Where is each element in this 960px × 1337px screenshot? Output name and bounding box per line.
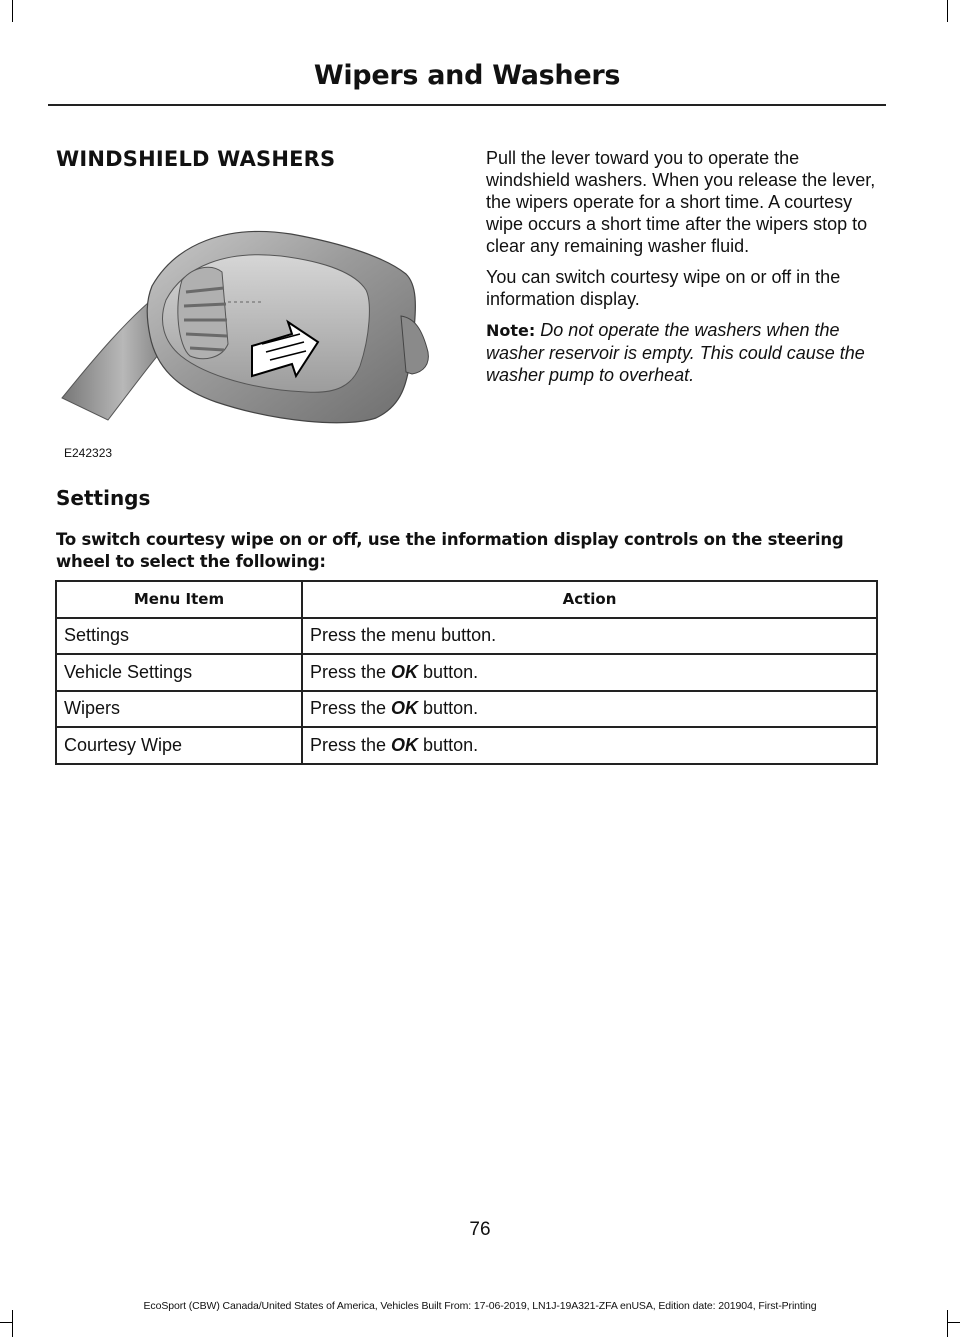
- lever-illustration: [56, 206, 436, 464]
- ok-button-label: OK: [391, 734, 419, 755]
- menu-item-cell: Vehicle Settings: [56, 654, 302, 691]
- paragraph-operate: Pull the lever toward you to operate the windshield washers. When you release the lever, the wipers operate for a short time. A courtesy wipe occurs a short time after the wipers stop to clear any remaining washer fluid.: [486, 148, 876, 256]
- table-row: [56, 618, 877, 655]
- wiper-lever-drawing: [56, 206, 436, 464]
- menu-item-cell: Settings: [56, 618, 302, 655]
- paragraph-courtesy: You can switch courtesy wipe on or off in the information display.: [486, 267, 841, 309]
- note-label: Note:: [486, 321, 536, 340]
- settings-heading: Settings: [56, 486, 151, 510]
- action-text: button.: [418, 698, 479, 719]
- column-header-menu-item: Menu Item: [56, 581, 302, 618]
- footer-edition-info: EcoSport (CBW) Canada/United States of America, Vehicles Built From: 17-06-2019, LN1J-19A321-ZFA enUSA, Edition date: 201904, First-Printing: [143, 1300, 817, 1312]
- column-header-action: Action: [302, 581, 877, 618]
- ok-button-label: OK: [391, 661, 419, 682]
- action-cell: Press the menu button.: [302, 618, 877, 655]
- note-text: Do not operate the washers when the washer reservoir is empty. This could cause the washer pump to overheat.: [486, 320, 865, 385]
- action-text: button.: [418, 661, 479, 682]
- action-text: Press the: [310, 734, 392, 755]
- figure-code: E242323: [64, 446, 113, 460]
- section-title: WINDSHIELD WASHERS: [56, 147, 336, 171]
- settings-intro: To switch courtesy wipe on or off, use the information display controls on the steering wheel to select the following:: [56, 530, 844, 571]
- action-text: Press the: [310, 661, 392, 682]
- table-header-row: [56, 581, 877, 618]
- crop-mark: [0, 1322, 12, 1323]
- instructions-column: [486, 147, 882, 395]
- header-rule: [48, 104, 886, 106]
- action-cell: [302, 727, 877, 764]
- action-cell: [302, 654, 877, 691]
- menu-table: [55, 580, 878, 765]
- table-row: [56, 691, 877, 728]
- page-number: 76: [469, 1219, 491, 1240]
- crop-mark: [12, 1310, 13, 1337]
- crop-mark: [947, 0, 948, 22]
- ok-button-label: OK: [391, 698, 419, 719]
- running-header: Wipers and Washers: [313, 60, 621, 91]
- crop-mark: [947, 1310, 948, 1337]
- action-text: button.: [418, 734, 479, 755]
- table-row: [56, 727, 877, 764]
- table-row: [56, 654, 877, 691]
- crop-mark: [12, 0, 13, 22]
- menu-item-cell: Courtesy Wipe: [56, 727, 302, 764]
- action-text: Press the: [310, 698, 392, 719]
- crop-mark: [948, 1322, 960, 1323]
- menu-item-cell: Wipers: [56, 691, 302, 728]
- note: [486, 319, 882, 386]
- action-cell: [302, 691, 877, 728]
